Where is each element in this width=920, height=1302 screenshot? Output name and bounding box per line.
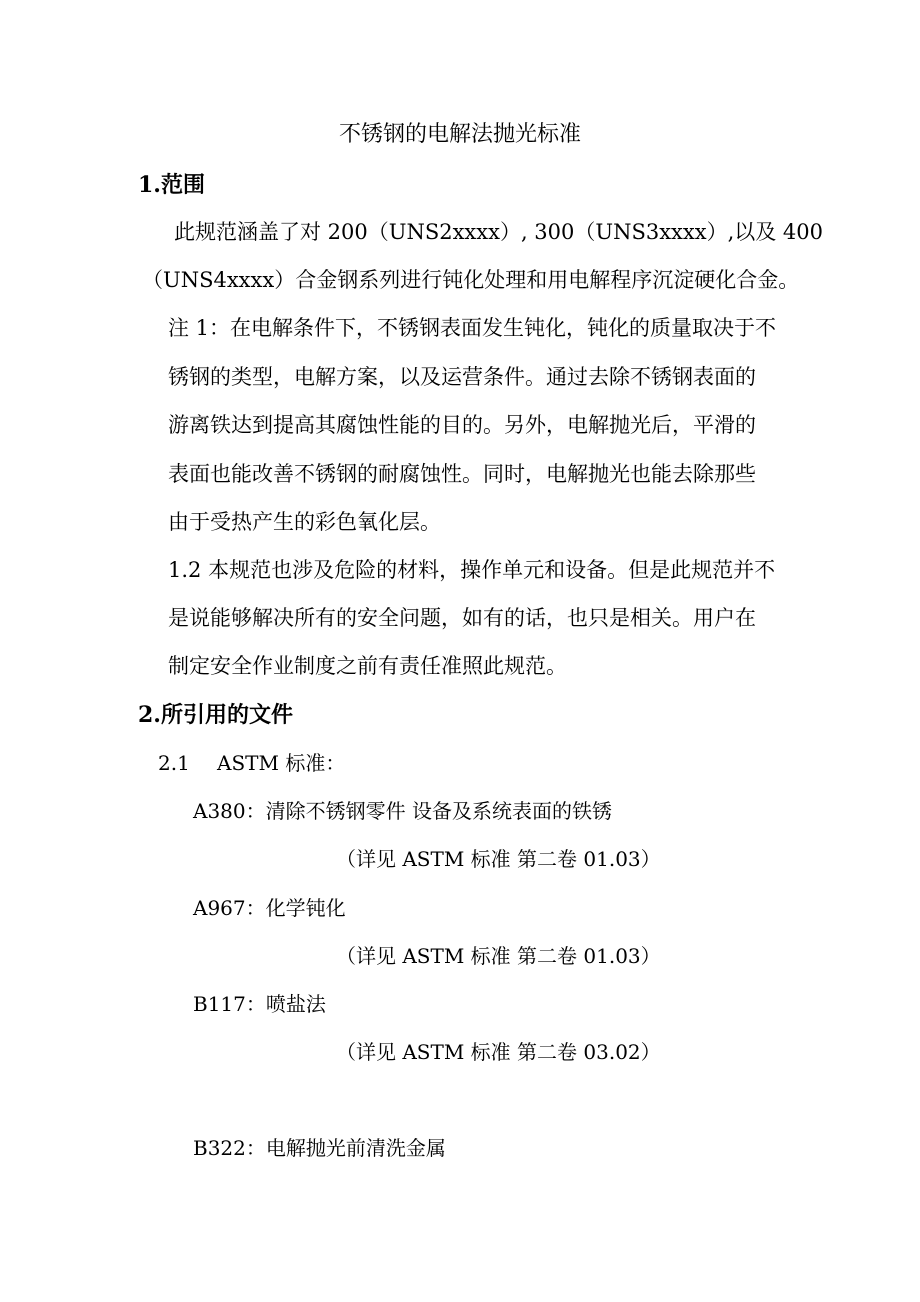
note-1-line-4: 表面也能改善不锈钢的耐腐蚀性。同时，电解抛光也能去除那些 [168, 462, 756, 486]
note-1-line-3: 游离铁达到提高其腐蚀性能的目的。另外，电解抛光后，平滑的 [168, 413, 756, 437]
section-1-paragraph-line-1: 此规范涵盖了对 200（UNS2xxxx）, 300（UNS3xxxx）,以及 400 [174, 220, 824, 244]
reference-b117-title: B117：喷盐法 [193, 992, 326, 1016]
section-2-heading: 2.所引用的文件 [138, 702, 293, 728]
reference-a967-detail: （详见 ASTM 标准 第二卷 01.03） [336, 944, 661, 968]
note-1-line-5: 由于受热产生的彩色氧化层。 [168, 510, 441, 534]
reference-b322-title: B322：电解抛光前清洗金属 [193, 1136, 446, 1160]
subsection-2-1-label: ASTM 标准： [217, 751, 346, 775]
subsection-2-1-number: 2.1 [158, 751, 190, 775]
reference-a967-title: A967：化学钝化 [193, 896, 346, 920]
page-title: 不锈钢的电解法抛光标准 [338, 122, 581, 147]
clause-1-2-line-3: 制定安全作业制度之前有责任准照此规范。 [168, 654, 567, 678]
reference-b117-detail: （详见 ASTM 标准 第二卷 03.02） [336, 1040, 661, 1064]
section-1-heading: 1.范围 [138, 172, 205, 198]
clause-1-2-line-1: 1.2 本规范也涉及危险的材料，操作单元和设备。但是此规范并不 [168, 558, 776, 582]
section-1-paragraph-line-2: （UNS4xxxx）合金钢系列进行钝化处理和用电解程序沉淀硬化合金。 [142, 268, 800, 292]
note-1-line-1: 注 1：在电解条件下，不锈钢表面发生钝化，钝化的质量取决于不 [168, 316, 777, 340]
reference-a380-title: A380：清除不锈钢零件 设备及系统表面的铁锈 [193, 799, 612, 823]
reference-a380-detail: （详见 ASTM 标准 第二卷 01.03） [336, 847, 661, 871]
note-1-line-2: 锈钢的类型，电解方案，以及运营条件。通过去除不锈钢表面的 [168, 365, 756, 389]
clause-1-2-line-2: 是说能够解决所有的安全问题，如有的话，也只是相关。用户在 [168, 606, 756, 630]
